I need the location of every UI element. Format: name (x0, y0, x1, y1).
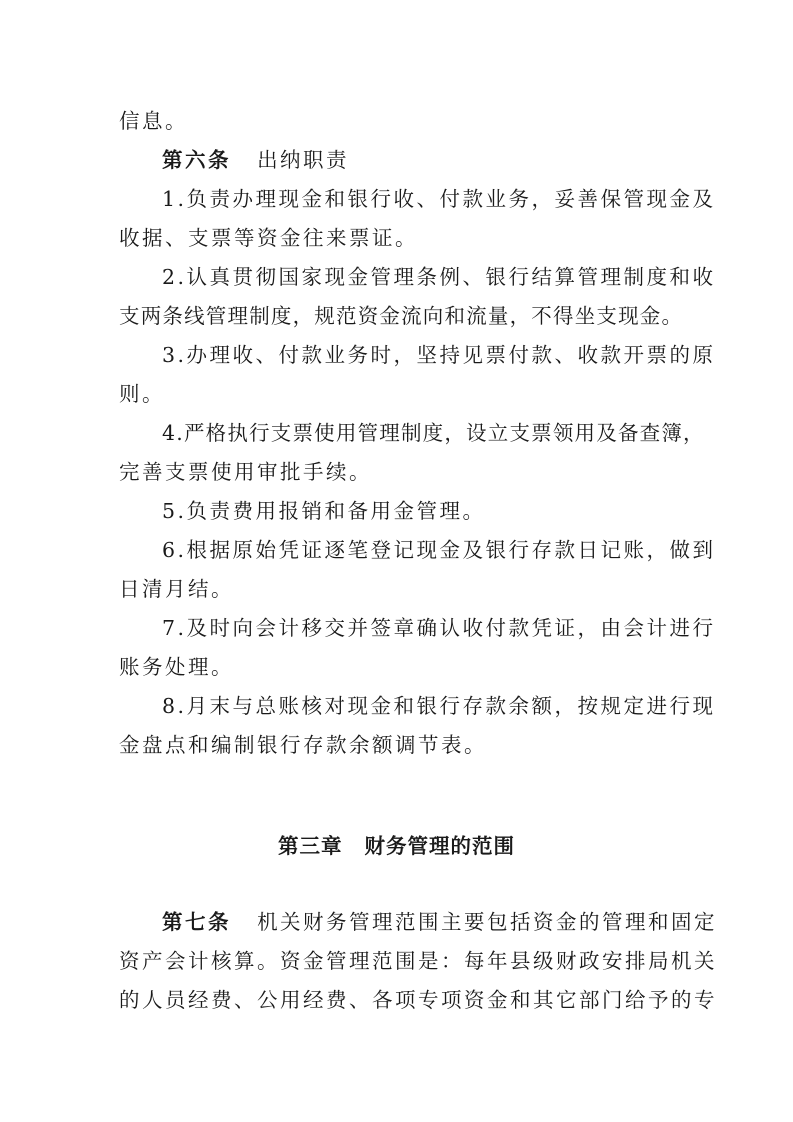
chapter-heading (0, 832, 793, 860)
chapter-number: 第三章 (278, 834, 343, 858)
paragraph-line: 收据、支票等资金往来票证。 (119, 226, 418, 250)
article-6-title: 出纳职责 (257, 148, 350, 172)
paragraph-line: 则。 (119, 382, 165, 406)
article-7-text: 机关财务管理范围主要包括资金的管理和固定 (257, 910, 718, 934)
paragraph-line: 5.负责费用报销和备用金管理。 (162, 499, 486, 523)
paragraph-line: 账务处理。 (119, 655, 234, 679)
paragraph-line: 1.负责办理现金和银行收、付款业务，妥善保管现金及 (162, 187, 716, 211)
article-7-label: 第七条 (162, 910, 231, 934)
paragraph-line: 8.月末与总账核对现金和银行存款余额，按规定进行现 (162, 694, 716, 718)
paragraph-line: 支两条线管理制度，规范资金流向和流量，不得坐支现金。 (119, 304, 684, 328)
paragraph-line: 日清月结。 (119, 577, 234, 601)
article-6-label: 第六条 (162, 148, 231, 172)
paragraph-line: 7.及时向会计移交并签章确认收付款凭证，由会计进行 (162, 616, 716, 640)
paragraph-line: 金盘点和编制银行存款余额调节表。 (119, 733, 487, 757)
paragraph-line: 3.办理收、付款业务时，坚持见票付款、收款开票的原 (162, 343, 716, 367)
paragraph-line: 完善支票使用审批手续。 (119, 460, 372, 484)
paragraph-line: 的人员经费、公用经费、各项专项资金和其它部门给予的专 (119, 988, 717, 1012)
article-7-first-line (162, 908, 718, 936)
chapter-title: 财务管理的范围 (364, 834, 515, 858)
article-6-heading (162, 146, 679, 174)
paragraph-line: 4.严格执行支票使用管理制度，设立支票领用及备查簿， (162, 421, 705, 445)
paragraph-line: 6.根据原始凭证逐笔登记现金及银行存款日记账，做到 (162, 538, 716, 562)
paragraph-line: 信息。 (119, 109, 188, 133)
paragraph-line: 2.认真贯彻国家现金管理条例、银行结算管理制度和收 (162, 265, 716, 289)
paragraph-line: 资产会计核算。资金管理范围是：每年县级财政安排局机关 (119, 949, 717, 973)
